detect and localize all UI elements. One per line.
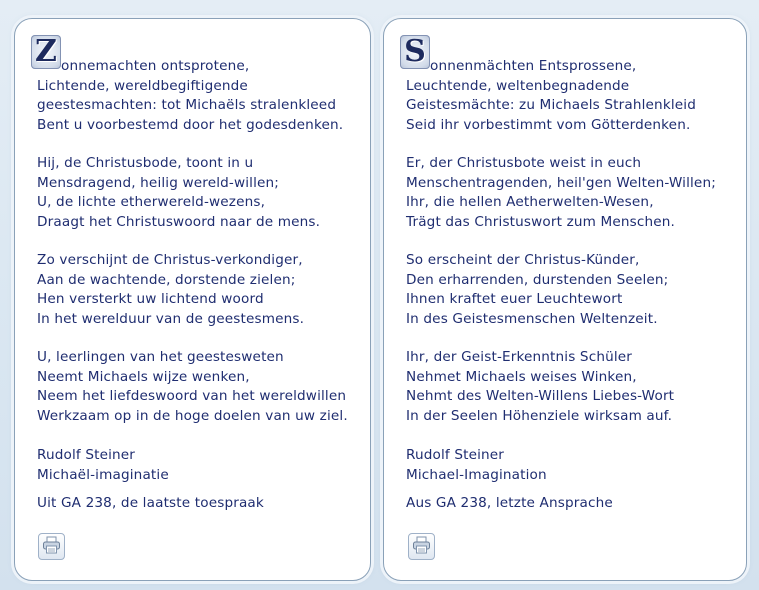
stanza-4	[37, 348, 362, 426]
stanza-3	[37, 251, 362, 329]
poem-line: Seid ihr vorbestimmt vom Götterdenken.	[406, 116, 691, 133]
poem-line: Neemt Michaels wijze wenken,	[37, 368, 250, 385]
poem-line: Hen versterkt uw lichtend woord	[37, 291, 264, 307]
poem-line: Ihr, die hellen Aetherwelten-Wesen,	[406, 194, 654, 210]
poem-line: In der Seelen Höhenziele wirksam auf.	[406, 407, 673, 424]
poem-line	[404, 34, 738, 77]
stanza-4	[406, 348, 738, 426]
work-title: Michaël-imaginatie	[37, 467, 169, 483]
author-name: Rudolf Steiner	[406, 447, 505, 463]
poem-line: Ihr, der Geist-Erkenntnis Schüler	[406, 349, 633, 365]
first-line-text: onnenmächten Entsprossene,	[430, 58, 637, 74]
stanza-3	[406, 251, 738, 329]
poem-line: So erscheint der Christus-Künder,	[406, 252, 640, 268]
poem-line: Werkzaam op in de hoge doelen van uw ziel.	[37, 407, 348, 424]
stanza-1	[404, 34, 738, 135]
print-button[interactable]	[38, 533, 65, 560]
poem-line: U, de lichte etherwereld-wezens,	[37, 194, 266, 210]
poem-line: U, leerlingen van het geestesweten	[37, 349, 284, 365]
source-reference: Uit GA 238, de laatste toespraak	[37, 495, 264, 511]
poem-line: Menschentragenden, heil'gen Welten-Willen;	[406, 174, 716, 191]
poem-panel-dutch	[14, 18, 371, 581]
stanza-1	[34, 34, 362, 135]
poem-line: Mensdragend, heilig wereld-willen;	[37, 174, 280, 191]
poem-panel-german	[383, 18, 747, 581]
signature	[37, 445, 362, 513]
printer-icon	[42, 536, 61, 558]
dropcap-letter: S	[400, 35, 430, 69]
poem-text	[404, 34, 738, 513]
poem-line	[34, 34, 362, 77]
stanza-2	[406, 154, 738, 232]
stanza-2	[37, 154, 362, 232]
dropcap-letter: Z	[31, 35, 61, 69]
author-name: Rudolf Steiner	[37, 447, 136, 463]
poem-line: Neem het liefdeswoord van het wereldwillen	[37, 388, 347, 404]
poem-line: Er, der Christusbote weist in euch	[406, 155, 642, 171]
work-title: Michael-Imagination	[406, 467, 547, 483]
poem-line: Nehmet Michaels weises Winken,	[406, 368, 637, 385]
poem-text	[34, 34, 362, 513]
signature	[406, 445, 738, 513]
printer-icon	[412, 536, 431, 558]
poem-line: geestesmachten: tot Michaëls stralenkleed	[37, 97, 337, 113]
poem-line: Draagt het Christuswoord naar de mens.	[37, 213, 321, 230]
poem-line: Nehmt des Welten-Willens Liebes-Wort	[406, 388, 675, 404]
first-line-text: onnemachten ontsprotene,	[61, 58, 250, 74]
poem-line: Bent u voorbestemd door het godesdenken.	[37, 116, 344, 133]
source-reference: Aus GA 238, letzte Ansprache	[406, 495, 613, 511]
poem-line: Den erharrenden, durstenden Seelen;	[406, 271, 669, 288]
poem-line: Lichtende, wereldbegiftigende	[37, 77, 248, 94]
poem-line: In het werelduur van de geestesmens.	[37, 310, 305, 327]
poem-line: Zo verschijnt de Christus-verkondiger,	[37, 252, 303, 268]
poem-line: Trägt das Christuswort zum Menschen.	[406, 213, 676, 230]
poem-line: Hij, de Christusbode, toont in u	[37, 155, 254, 171]
poem-line: Aan de wachtende, dorstende zielen;	[37, 271, 296, 288]
poem-line: Geistesmächte: zu Michaels Strahlenkleid	[406, 97, 696, 113]
poem-line: Ihnen kraftet euer Leuchtewort	[406, 291, 623, 307]
print-button[interactable]	[408, 533, 435, 560]
poem-line: In des Geistesmenschen Weltenzeit.	[406, 310, 658, 327]
poem-line: Leuchtende, weltenbegnadende	[406, 77, 630, 94]
